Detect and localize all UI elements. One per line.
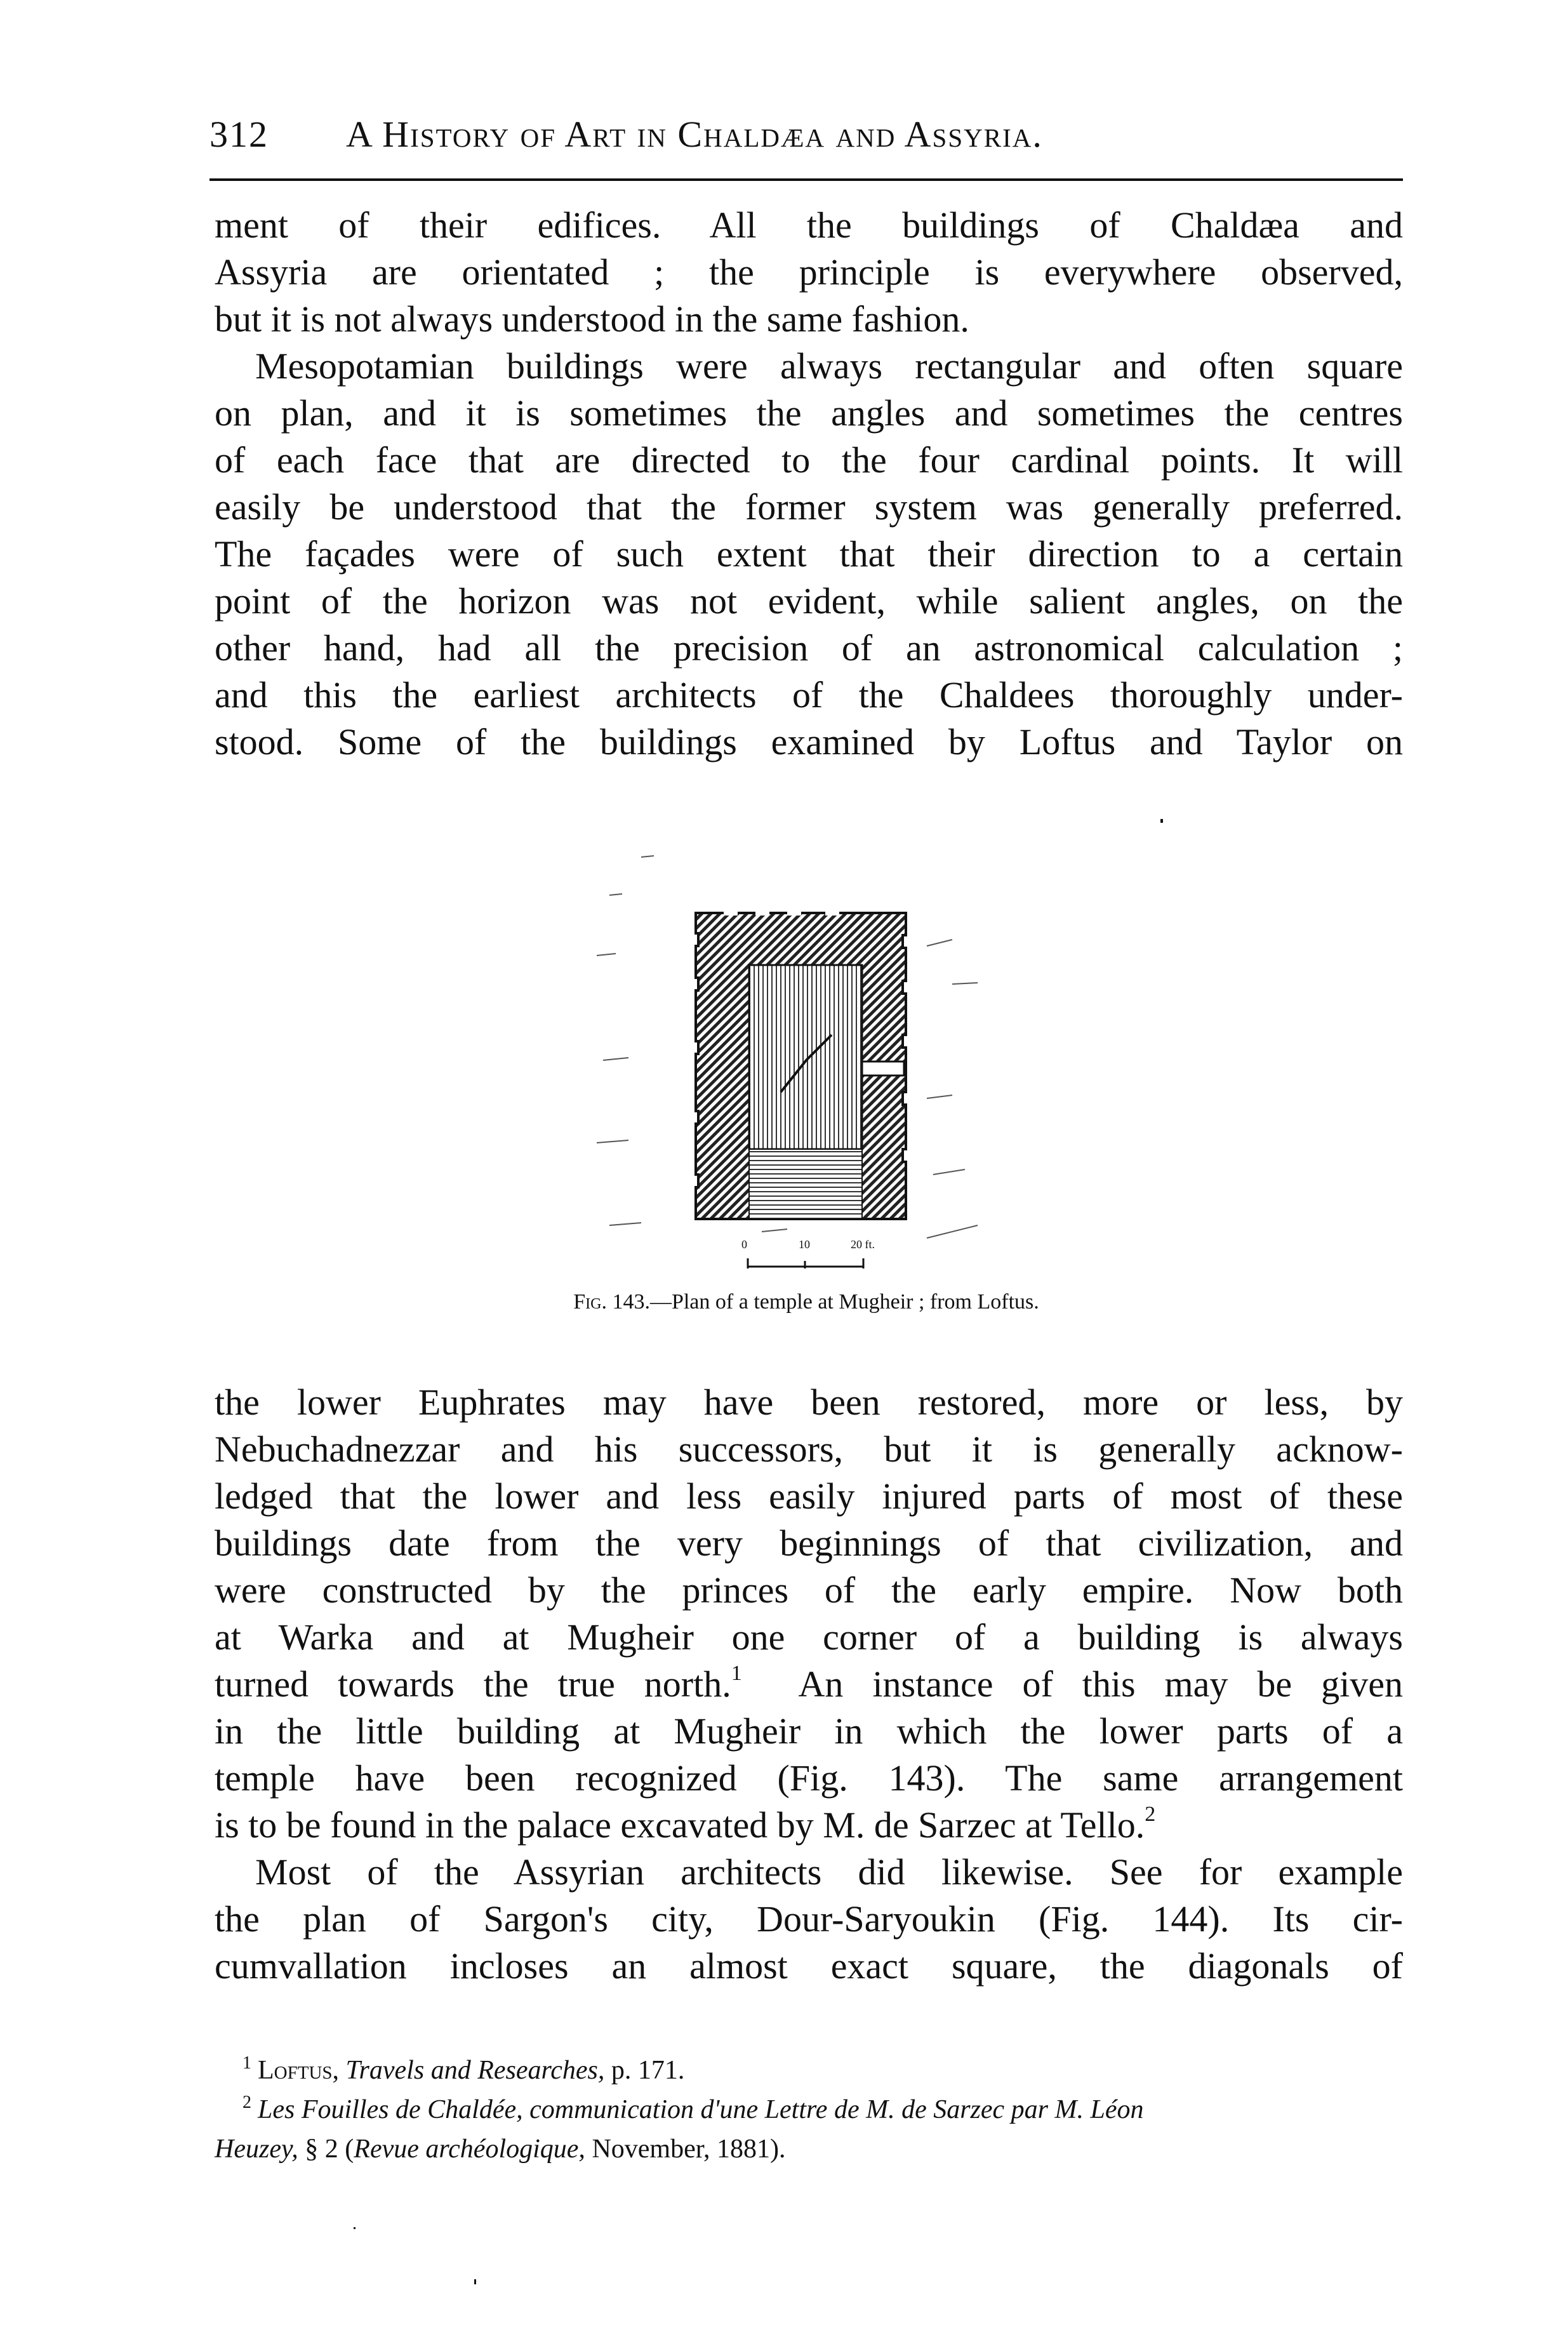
scale-bar (748, 1258, 863, 1269)
footnote-2-continued: Heuzey, § 2 (Revue archéologique, November, 1881). (215, 2134, 786, 2164)
footnote-ref-1[interactable]: 1 (731, 1661, 742, 1685)
text-line: ment of their edifices. All the buildings of Chaldæa and (215, 204, 1403, 246)
text-line: at Warka and at Mugheir one corner of a building is always (215, 1616, 1403, 1658)
text-line: were constructed by the princes of the early empire. Now both (215, 1569, 1403, 1611)
footnote-2: $^2$ Les Fouilles de Chaldée, communication d'une Lettre de M. de Sarzec par M. Léon (243, 2093, 1144, 2124)
text-line: and this the earliest architects of the Chaldees thoroughly under- (215, 674, 1403, 716)
footnote-title: Travels and Researches, (345, 2056, 605, 2085)
text-line: stood. Some of the buildings examined by Loftus and Taylor on (215, 721, 1403, 762)
text-line: of each face that are directed to the four cardinal points. It will (215, 439, 1403, 481)
text-line: Most of the Assyrian architects did likewise. See for example (255, 1851, 1403, 1893)
caption-number: 143. (612, 1290, 650, 1314)
ink-speck (354, 2227, 355, 2229)
ink-speck (1160, 819, 1163, 823)
scale-label-0: 0 (741, 1238, 747, 1251)
running-title: A History of Art in Chaldæa and Assyria. (346, 114, 1043, 155)
text-line: the plan of Sargon's city, Dour-Saryoukin (Fig. 144). Its cir- (215, 1898, 1403, 1940)
scale-label-20: 20 ft. (851, 1238, 875, 1251)
text-line: Nebuchadnezzar and his successors, but it is generally acknow- (215, 1428, 1403, 1470)
footnote-title: Les Fouilles de Chaldée, communication d'une Lettre de M. de Sarzec par M. Léon (258, 2095, 1144, 2124)
text-line: The façades were of such extent that their direction to a certain (215, 533, 1403, 575)
text-line: point of the horizon was not evident, while salient angles, on the (215, 580, 1403, 622)
figure-143-temple-plan (571, 844, 1016, 1282)
text-line: on plan, and it is sometimes the angles and sometimes the centres (215, 392, 1403, 434)
text-line: temple have been recognized (Fig. 143). The same arrangement (215, 1757, 1403, 1799)
footnotes (215, 2051, 1403, 2169)
page-number: 312 (209, 114, 269, 155)
text-line: the lower Euphrates may have been restored, more or less, by (215, 1382, 1403, 1423)
text-line: other hand, had all the precision of an astronomical calculation ; (215, 627, 1403, 669)
text-line: Assyria are orientated ; the principle is everywhere observed, (215, 251, 1403, 293)
header-rule (209, 178, 1403, 181)
text-line: in the little building at Mugheir in which the lower parts of a (215, 1710, 1403, 1752)
text-line: buildings date from the very beginnings of that civilization, and (215, 1522, 1403, 1564)
caption-text: —Plan of a temple at Mugheir ; from Loftus. (649, 1290, 1039, 1314)
text-line: cumvallation incloses an almost exact square, the diagonals of (215, 1945, 1403, 1987)
lower-court (749, 1149, 862, 1219)
caption-label: Fig. (573, 1290, 607, 1314)
body-text-top (215, 202, 1403, 766)
figure-caption (457, 1290, 1155, 1314)
footnote-ref-2[interactable]: 2 (1145, 1802, 1156, 1826)
ink-speck (474, 2279, 476, 2284)
text-line: Mesopotamian buildings were always rectangular and often square (255, 345, 1403, 387)
inner-cella (749, 965, 862, 1149)
scale-label-10: 10 (799, 1238, 810, 1251)
text-line: but it is not always understood in the same fashion. (215, 298, 969, 340)
text-line: easily be understood that the former system was generally preferred. (215, 486, 1403, 528)
text-line-with-footnote-2: is to be found in the palace excavated by M. de Sarzec at Tello.$^2$ (215, 1802, 1156, 1846)
paragraph-2 (215, 343, 1403, 766)
paragraph-3 (215, 1379, 1403, 1849)
footnote-journal: Revue archéologique, (354, 2134, 585, 2164)
text-line: ledged that the lower and less easily injured parts of most of these (215, 1475, 1403, 1517)
footnote-1: $^1$ Loftus, Travels and Researches, p. 171. (243, 2053, 685, 2085)
text-line-with-footnote-1: turned towards the true north.$^1$ An instance of this may be given (215, 1661, 1403, 1705)
temple-plan-illustration (571, 844, 1016, 1282)
body-text-bottom (215, 1379, 1403, 1990)
paragraph-1 (215, 202, 1403, 343)
running-header (209, 113, 1403, 157)
paragraph-4 (215, 1849, 1403, 1990)
footnote-author: Loftus, (258, 2056, 340, 2085)
